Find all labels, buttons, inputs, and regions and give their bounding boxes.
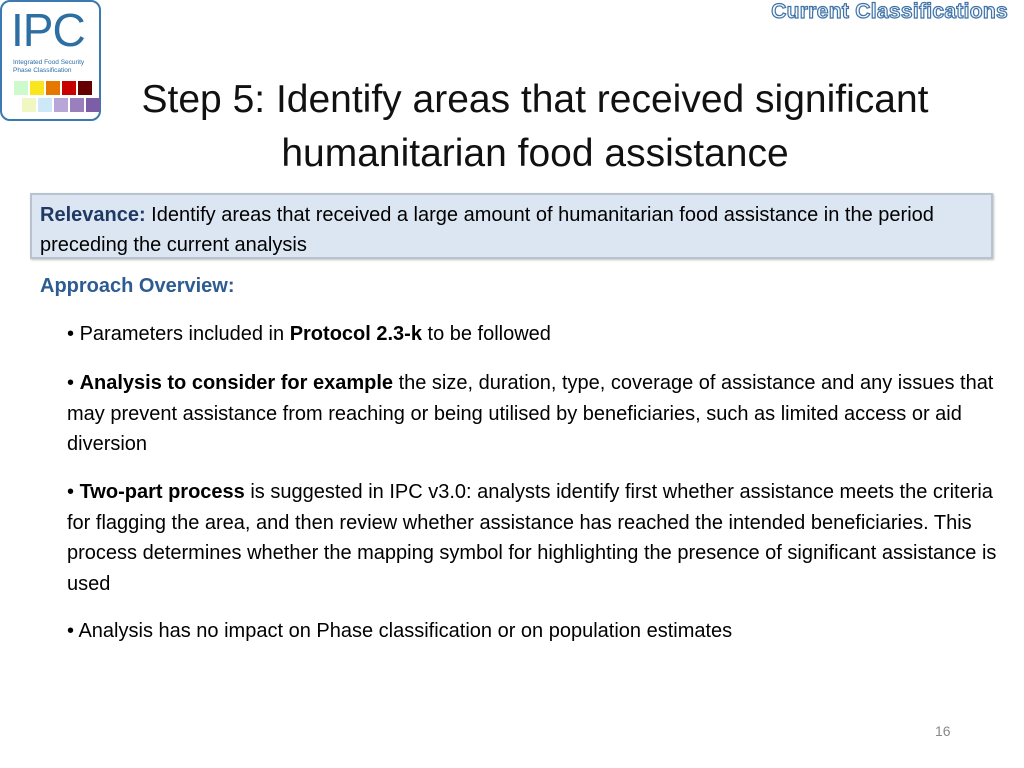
logo-swatch xyxy=(22,98,36,112)
bullet-bold-text: Analysis to consider for example xyxy=(79,372,394,394)
logo-swatch xyxy=(70,98,84,112)
bullet-text: to be followed xyxy=(421,323,551,345)
bullet-item-two-part-process xyxy=(67,477,1017,599)
bullet-text: is suggested in IPC v3.0: analysts identify first whether assistance meets the criteria for flagging the area, and then review whether assistance has reached the intended beneficiaries. This process determines whether the mapping symbol for highlighting the presence of significant assistance is used xyxy=(67,481,997,595)
relevance-box xyxy=(30,193,993,259)
bullet-text: Analysis has no impact on Phase classification or on population estimates xyxy=(74,620,733,642)
bullet-marker: • xyxy=(67,620,75,642)
bullet-bold-text: Two-part process xyxy=(79,481,245,503)
logo-subtitle-line2: Phase Classification xyxy=(13,67,72,74)
bullet-text: Parameters included in xyxy=(74,323,290,345)
logo-swatch xyxy=(54,98,68,112)
logo-acronym: IPC xyxy=(11,4,85,56)
slide-title-line1: Step 5: Identify areas that received significant xyxy=(141,78,929,121)
approach-heading: Approach Overview: xyxy=(40,275,235,297)
bullet-item-no-impact xyxy=(67,616,732,647)
logo-swatch xyxy=(30,81,44,95)
bullet-text: the size, duration, type, coverage of assistance and any issues that may prevent assistance from reaching or being utilised by beneficiaries, such as limited access or aid diversion xyxy=(67,372,994,455)
relevance-label: Relevance: xyxy=(40,204,146,226)
bullet-bold-text: Protocol 2.3-k xyxy=(289,323,422,345)
bullet-marker: • xyxy=(67,372,75,394)
logo-swatch xyxy=(62,81,76,95)
slide-title xyxy=(100,73,970,181)
relevance-text: Identify areas that received a large amount of humanitarian food assistance in the period preceding the current analysis xyxy=(40,204,934,256)
bullet-item-analysis xyxy=(67,368,1017,460)
section-label: Current Classifications xyxy=(771,0,1008,23)
logo-swatch xyxy=(14,81,28,95)
logo-swatch xyxy=(38,98,52,112)
logo-swatch xyxy=(46,81,60,95)
bullet-marker: • xyxy=(67,323,75,345)
bullet-item-protocol xyxy=(67,319,551,350)
logo-swatch xyxy=(86,98,100,112)
page-number: 16 xyxy=(935,723,951,739)
logo-subtitle xyxy=(13,59,93,75)
logo-subtitle-line1: Integrated Food Security xyxy=(13,59,85,66)
logo-swatch xyxy=(78,81,92,95)
slide-title-line2: humanitarian food assistance xyxy=(281,132,789,175)
bullet-marker: • xyxy=(67,481,75,503)
ipc-logo xyxy=(0,0,101,121)
